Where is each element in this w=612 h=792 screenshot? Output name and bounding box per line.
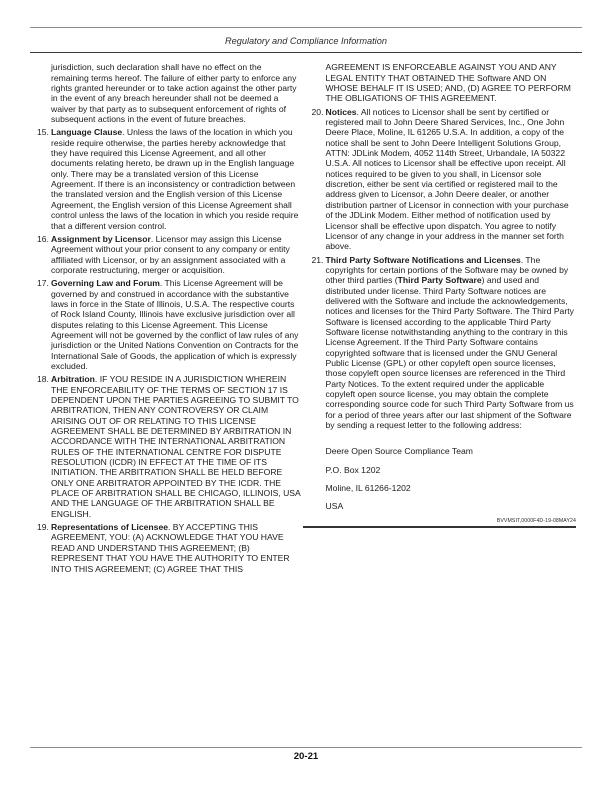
item-text xyxy=(51,278,302,371)
address-line: P.O. Box 1202 xyxy=(325,464,381,475)
item-number: 17. xyxy=(37,278,49,289)
list-item-17 xyxy=(37,278,302,371)
defined-term: Third Party Software xyxy=(397,275,482,286)
continuation-paragraph: jurisdiction, such declaration shall have no effect on the remaining terms hereof. The failure of either party to enforce any rights granted hereunder or to take action against the other party in the event of any breach hereunder shall not be deemed a waiver by that party as to subsequent enforcement of rights of subsequent actions in the event of future breaches. xyxy=(51,62,297,125)
address-line: Deere Open Source Compliance Team xyxy=(325,446,473,457)
item-title: Governing Law and Forum xyxy=(51,278,160,289)
item-number: 19. xyxy=(37,522,49,533)
address-line: Moline, IL 61266-1202 xyxy=(325,483,411,494)
page-header xyxy=(30,27,582,53)
item-title: Notices xyxy=(325,106,357,117)
section-divider xyxy=(303,526,577,528)
left-column xyxy=(37,62,302,574)
item-number: 18. xyxy=(37,374,49,385)
item-body: . All notices to Licensor shall be sent by certified or registered mail to John Deere Shared Services, Inc., One John Deere Place, Moline, IL 61265 U.S.A. In addition, a copy of the notice shall be sent to John Deere Intelligent Solutions Group, ATTN: JDLink Modem, 4052 114th Street, Urbandale, IA 50322 U.S.A. All notices to Licensor shall be effective upon receipt. All notices required to be given to you shall, in Licensor sole discretion, either be sent via certified or registered mail to the address given to Licensor, a John Deere dealer, or another distribution partner of Licensor in connection with your purchase of the JDLink Modem. Either method of notification used by Licensor shall be effective upon dispatch. You agree to notify Licensor of any change in your address in the manner set forth above. xyxy=(325,106,569,252)
item-number: 20. xyxy=(311,106,324,117)
two-column-body xyxy=(30,53,582,574)
item-title: Language Clause xyxy=(51,127,123,138)
item-title: Third Party Software Notifications and Licenses xyxy=(325,254,521,265)
item-text xyxy=(326,255,577,431)
list-item-19 xyxy=(37,522,302,574)
list-item-15 xyxy=(37,127,302,230)
item-body: . Licensor may assign this License Agreement without your prior consent to any company or entity affiliated with Licensor, or by an assignment associated with a corporate restructuring, merger or acquisition. xyxy=(51,233,290,275)
list-item-18 xyxy=(37,374,302,519)
continuation-paragraph: AGREEMENT IS ENFORCEABLE AGAINST YOU AND ANY LEGAL ENTITY THAT OBTAINED THE Software AND ON WHOSE BEHALF IT IS USED; AND, (D) AGREE TO PERFORM THE OBLIGATIONS OF THIS AGREEMENT. xyxy=(325,62,571,104)
list-item-20 xyxy=(312,107,577,252)
item-body: ) and used and distributed under license. Third Party Software notices are delivered with the Software and include the acknowledgements, notices and licenses for the Third Party Software. The Third Party Software is licensed according to the applicable Third Party Software license notwithstanding anything to the contrary in this License Agreement. If the Third Party Software contains copyrighted software that is licensed under the GNU General Public License (GPL) or other copyleft open source licenses, those copyleft open source licenses are referenced in the Third Party Notices. To the extent required under the applicable copyleft open source license, you may obtain the complete corresponding source code for such Third Party Software from us for a period of three years after our last shipment of the Software by sending a request letter to the following address: xyxy=(325,275,574,431)
item-text xyxy=(51,234,302,275)
item-text xyxy=(326,107,577,252)
item-body: . This License Agreement will be governed by and construed in accordance with the substantive laws in force in the State of Illinois, U.S.A. The respective courts of Rock Island County, Illinois have exclusive jurisdiction over all disputes relating to this License Agreement. This License Agreement will not be governed by the conflict of law rules of any jurisdiction or the United Nations Convention on Contracts for the International Sale of Goods, the application of which is expressly excluded. xyxy=(51,278,299,371)
item-title: Representations of Licensee xyxy=(51,522,169,533)
item-title: Arbitration xyxy=(51,374,95,385)
item-number: 15. xyxy=(37,127,49,138)
right-column xyxy=(312,62,577,574)
item-body: . The copyrights for certain portions of the Software may be owned by other third parties ( xyxy=(325,254,569,286)
item-body: . Unless the laws of the location in which you reside require otherwise, the parties hereby acknowledge that they have required this License Agreement, and all other documents relating hereto, be drawn up in the English language only. There may be a translated version of this License Agreement. If there is an inconsistency or contradiction between the translated version and the English version of this License Agreement, the English version of this License Agreement shall control unless the laws of the location in which you reside require that a different version control. xyxy=(51,127,299,231)
item-text xyxy=(51,374,302,519)
list-item-21 xyxy=(312,255,577,431)
item-number: 21. xyxy=(311,254,324,265)
page-number: 20-21 xyxy=(293,751,319,762)
item-text xyxy=(51,127,302,230)
document-code: BVVMSIT,0000F4D-19-08MAY24 xyxy=(496,517,576,524)
page-footer xyxy=(30,747,582,762)
item-number: 16. xyxy=(37,233,49,244)
list-item-16 xyxy=(37,234,302,275)
item-body: . BY ACCEPTING THIS AGREEMENT, YOU: (A) ACKNOWLEDGE THAT YOU HAVE READ AND UNDERSTAND THIS AGREEMENT; (B) REPRESENT THAT YOU HAVE THE AUTHORITY TO ENTER INTO THIS AGREEMENT; (C) AGREE THAT THIS xyxy=(51,522,290,574)
running-header-title: Regulatory and Compliance Information xyxy=(225,36,387,46)
address-line: USA xyxy=(325,501,344,512)
item-body: . IF YOU RESIDE IN A JURISDICTION WHEREIN THE ENFORCEABILITY OF THE TERMS OF SECTION 17 IS DEPENDENT UPON THE PARTIES AGREEING TO SUBMIT TO ARBITRATION, THEN ANY CONTROVERSY OR CLAIM ARISING OUT OF OR RELATING TO THIS LICENSE AGREEMENT SHALL BE DETERMINED BY ARBITRATION IN ACCORDANCE WITH THE INTERNATIONAL ARBITRATION RULES OF THE INTERNATIONAL CENTRE FOR DISPUTE RESOLUTION (ICDR) IN EFFECT AT THE TIME OF ITS INITIATION. THE ARBITRATION SHALL BE HELD BEFORE ONLY ONE ARBITRATOR APPOINTED BY THE ICDR. THE PLACE OF ARBITRATION SHALL BE CHICAGO, ILLINOIS, USA AND THE LANGUAGE OF THE ARBITRATION SHALL BE ENGLISH. xyxy=(51,374,301,519)
item-title: Assignment by Licensor xyxy=(51,233,151,244)
item-text xyxy=(51,522,302,574)
